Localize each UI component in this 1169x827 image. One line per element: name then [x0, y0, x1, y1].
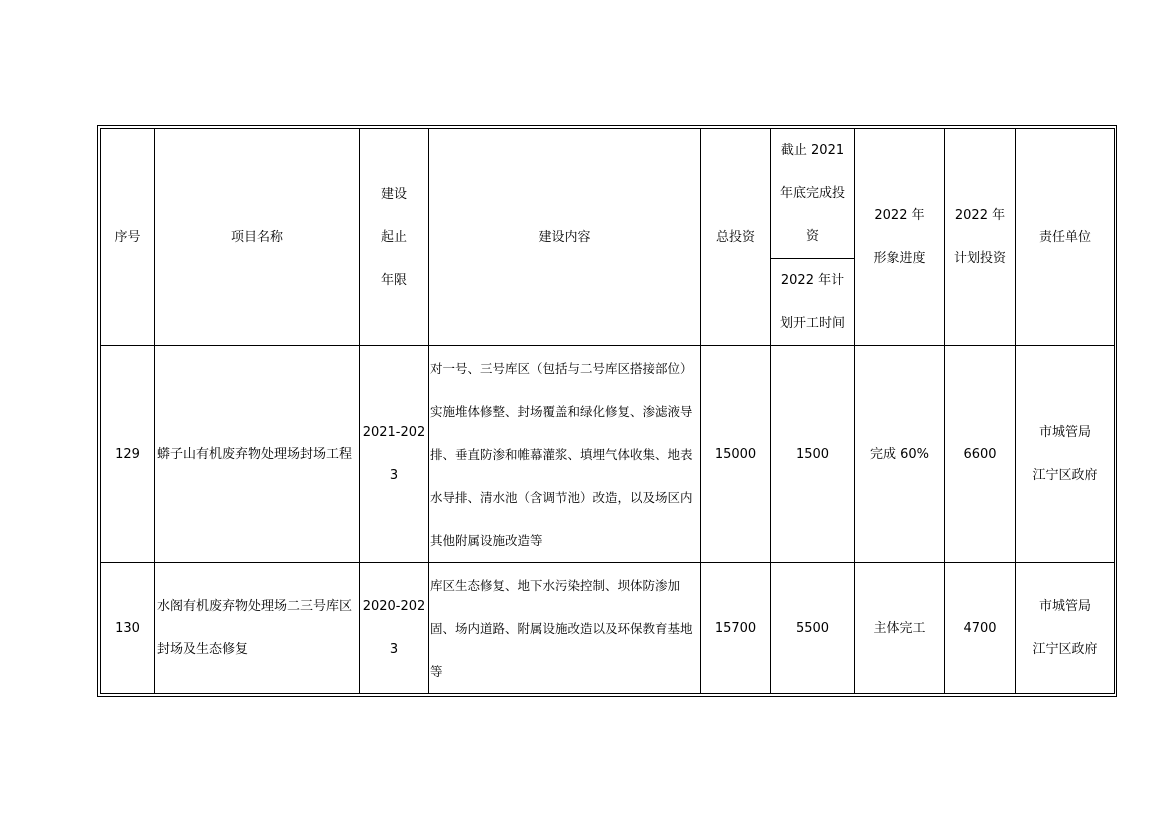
row-completed: 5500	[771, 563, 855, 694]
table-row	[101, 346, 1115, 563]
row-index: 130	[101, 563, 155, 694]
project-table-frame	[97, 125, 1117, 697]
header-name: 项目名称	[155, 129, 360, 346]
row-plan-invest: 4700	[945, 563, 1016, 694]
row-period: 2020-2023	[360, 563, 429, 694]
table-row	[101, 563, 1115, 694]
header-start-time: 2022 年计 划开工时间	[771, 259, 855, 346]
header-row	[101, 129, 1115, 259]
header-unit: 责任单位	[1016, 129, 1115, 346]
row-total: 15000	[701, 346, 771, 563]
row-progress: 主体完工	[855, 563, 945, 694]
row-completed: 1500	[771, 346, 855, 563]
header-completed: 截止 2021 年底完成投 资	[771, 129, 855, 259]
row-name: 蟒子山有机废弃物处理场封场工程	[155, 346, 360, 563]
header-total: 总投资	[701, 129, 771, 346]
row-period: 2021-2023	[360, 346, 429, 563]
row-index: 129	[101, 346, 155, 563]
project-table	[100, 128, 1115, 694]
header-index: 序号	[101, 129, 155, 346]
header-content: 建设内容	[429, 129, 701, 346]
row-total: 15700	[701, 563, 771, 694]
row-plan-invest: 6600	[945, 346, 1016, 563]
row-progress: 完成 60%	[855, 346, 945, 563]
row-content: 库区生态修复、地下水污染控制、坝体防渗加固、场内道路、附属设施改造以及环保教育基地等	[429, 563, 701, 694]
row-unit: 市城管局 江宁区政府	[1016, 346, 1115, 563]
header-progress: 2022 年 形象进度	[855, 129, 945, 346]
header-period: 建设 起止 年限	[360, 129, 429, 346]
header-plan-invest: 2022 年 计划投资	[945, 129, 1016, 346]
row-unit: 市城管局 江宁区政府	[1016, 563, 1115, 694]
row-content: 对一号、三号库区（包括与二号库区搭接部位）实施堆体修整、封场覆盖和绿化修复、渗滤液导排、垂直防渗和帷幕灌浆、填埋气体收集、地表水导排、清水池（含调节池）改造，以及场区内其他附属设施改造等	[429, 346, 701, 563]
row-name: 水阁有机废弃物处理场二三号库区封场及生态修复	[155, 563, 360, 694]
